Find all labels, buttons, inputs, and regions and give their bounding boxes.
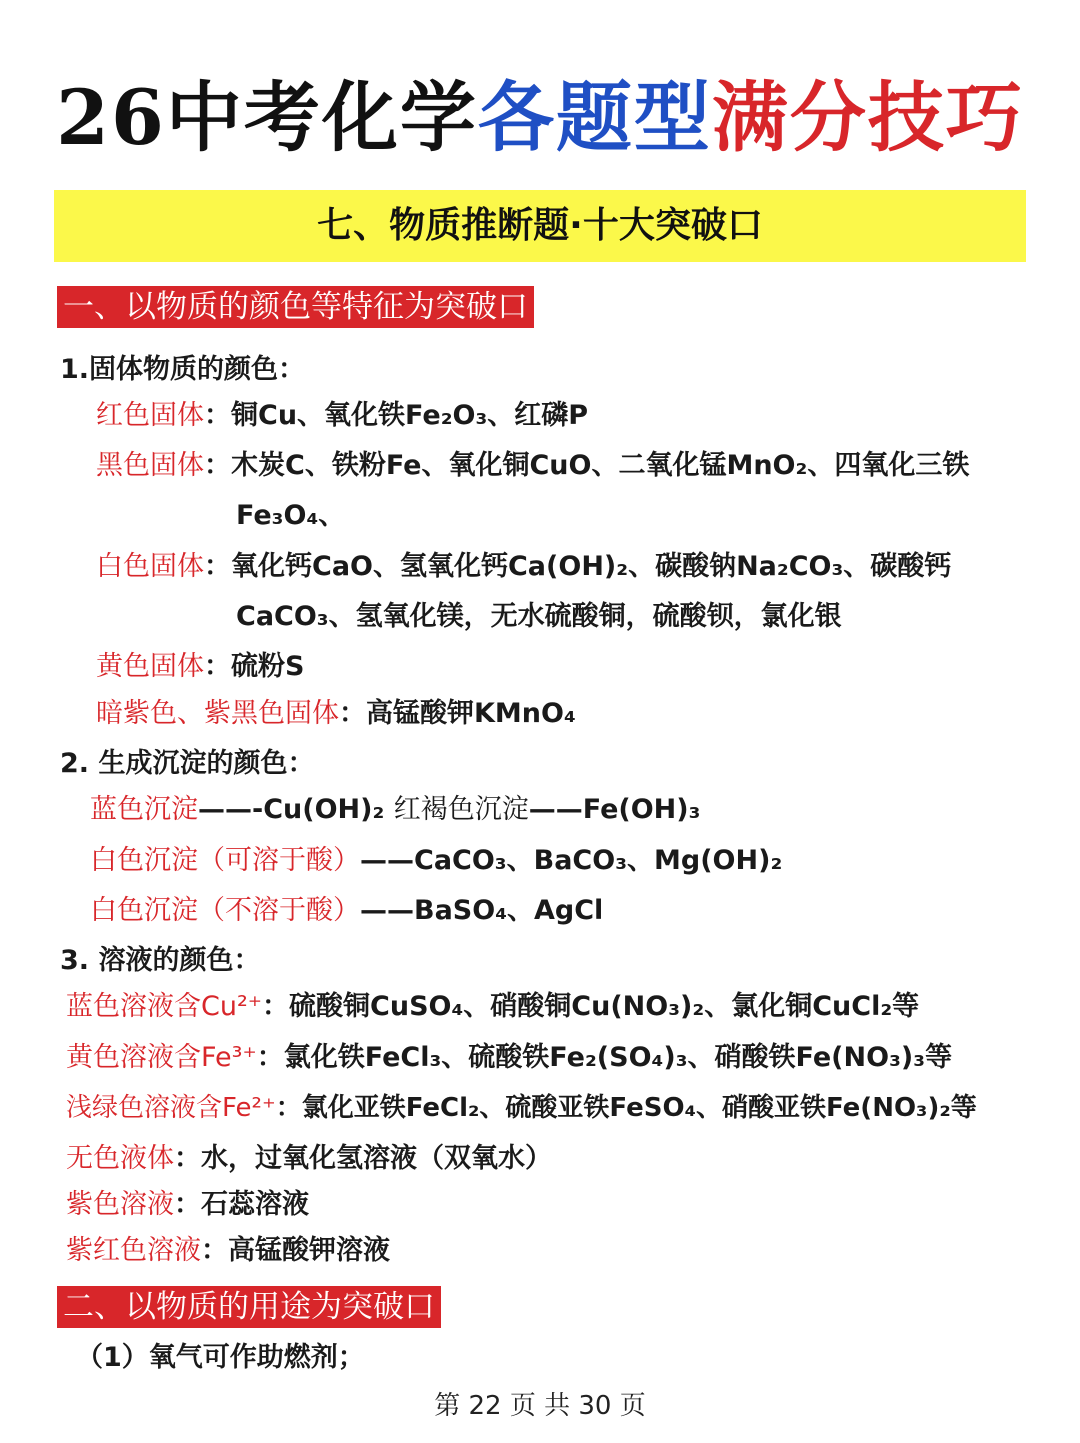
page-title <box>0 68 1080 168</box>
oxygen-use-item: （1）氧气可作助燃剂； <box>76 1342 365 1373</box>
magenta-solution-text: ：高锰酸钾溶液 <box>201 1235 390 1266</box>
yellow-solution-text: ：氯化铁FeCl₃、硫酸铁Fe₂(SO₄)₃、硝酸铁Fe(NO₃)₃等 <box>256 1042 953 1073</box>
purple-solution-line <box>66 1185 309 1225</box>
solid-color-heading: 1.固体物质的颜色： <box>60 354 306 385</box>
black-solid-label: 黑色固体 <box>96 450 204 481</box>
green-solution-label: 浅绿色溶液含Fe²⁺ <box>66 1093 276 1123</box>
title-part1: 26中考化学 <box>56 73 478 162</box>
blue-solution-text: ：硫酸铜CuSO₄、硝酸铜Cu(NO₃)₂、氯化铜CuCl₂等 <box>262 991 920 1022</box>
purple-solution-text: ：石蕊溶液 <box>174 1189 309 1220</box>
purple-solid-text: ：高锰酸钾KMnO₄ <box>339 698 576 729</box>
white-precip-noacid-text: ——BaSO₄、AgCl <box>360 895 604 926</box>
white-precip-acid-text: ——CaCO₃、BaCO₃、Mg(OH)₂ <box>360 845 783 876</box>
black-solid-text: ：木炭C、铁粉Fe、氧化铜CuO、二氧化锰MnO₂、四氧化三铁 <box>204 450 970 481</box>
solution-color-heading: 3. 溶液的颜色： <box>60 945 261 976</box>
black-solid-line <box>96 446 969 486</box>
section2-heading: 二、以物质的用途为突破口 <box>57 1286 441 1328</box>
white-precip-noacid-line <box>90 891 603 931</box>
white-precip-acid-label: 白色沉淀（可溶于酸） <box>90 845 360 876</box>
red-solid-label: 红色固体 <box>96 400 204 431</box>
colorless-liquid-text: ：水，过氧化氢溶液（双氧水） <box>174 1143 552 1174</box>
colorless-liquid-label: 无色液体 <box>66 1143 174 1174</box>
blue-precipitate-line <box>90 790 700 830</box>
section-banner: 七、物质推断题·十大突破口 <box>54 190 1026 262</box>
white-precip-acid-line <box>90 841 782 881</box>
white-solid-text2: CaCO₃、氢氧化镁，无水硫酸铜，硫酸钡，氯化银 <box>236 601 842 632</box>
green-solution-line <box>66 1088 977 1128</box>
blue-precipitate-text: ——-Cu(OH)₂ <box>198 794 385 825</box>
white-solid-text: ：氧化钙CaO、氢氧化钙Ca(OH)₂、碳酸钠Na₂CO₃、碳酸钙 <box>204 551 952 582</box>
magenta-solution-label: 紫红色溶液 <box>66 1235 201 1266</box>
yellow-solid-text: ：硫粉S <box>204 651 305 682</box>
red-solid-text: ：铜Cu、氧化铁Fe₂O₃、红磷P <box>204 400 589 431</box>
precipitate-heading: 2. 生成沉淀的颜色： <box>60 748 315 779</box>
blue-solution-label: 蓝色溶液含Cu²⁺ <box>66 991 263 1022</box>
purple-solution-label: 紫色溶液 <box>66 1189 174 1220</box>
colorless-liquid-line <box>66 1139 552 1179</box>
page-footer: 第 22 页 共 30 页 <box>434 1391 646 1421</box>
title-part3: 满分技巧 <box>711 73 1024 162</box>
section1-heading: 一、以物质的颜色等特征为突破口 <box>57 286 534 328</box>
brown-precipitate-label: 红褐色沉淀 <box>393 794 529 825</box>
yellow-solution-label: 黄色溶液含Fe³⁺ <box>66 1042 257 1073</box>
blue-precipitate-label: 蓝色沉淀 <box>90 794 198 825</box>
green-solution-text: ：氯化亚铁FeCl₂、硫酸亚铁FeSO₄、硝酸亚铁Fe(NO₃)₂等 <box>275 1093 977 1123</box>
black-solid-text2: Fe₃O₄、 <box>236 500 346 531</box>
purple-solid-line <box>96 694 576 734</box>
white-precip-noacid-label: 白色沉淀（不溶于酸） <box>90 895 360 926</box>
blue-solution-line <box>66 987 919 1027</box>
title-part2: 各题型 <box>477 73 712 162</box>
red-solid-line <box>96 396 588 436</box>
purple-solid-label: 暗紫色、紫黑色固体 <box>96 698 339 729</box>
white-solid-line <box>96 547 951 587</box>
white-solid-label: 白色固体 <box>96 551 204 582</box>
yellow-solid-label: 黄色固体 <box>96 651 204 682</box>
yellow-solid-line <box>96 647 304 687</box>
yellow-solution-line <box>66 1038 952 1078</box>
brown-precipitate-text: ——Fe(OH)₃ <box>528 794 701 825</box>
magenta-solution-line <box>66 1231 390 1271</box>
